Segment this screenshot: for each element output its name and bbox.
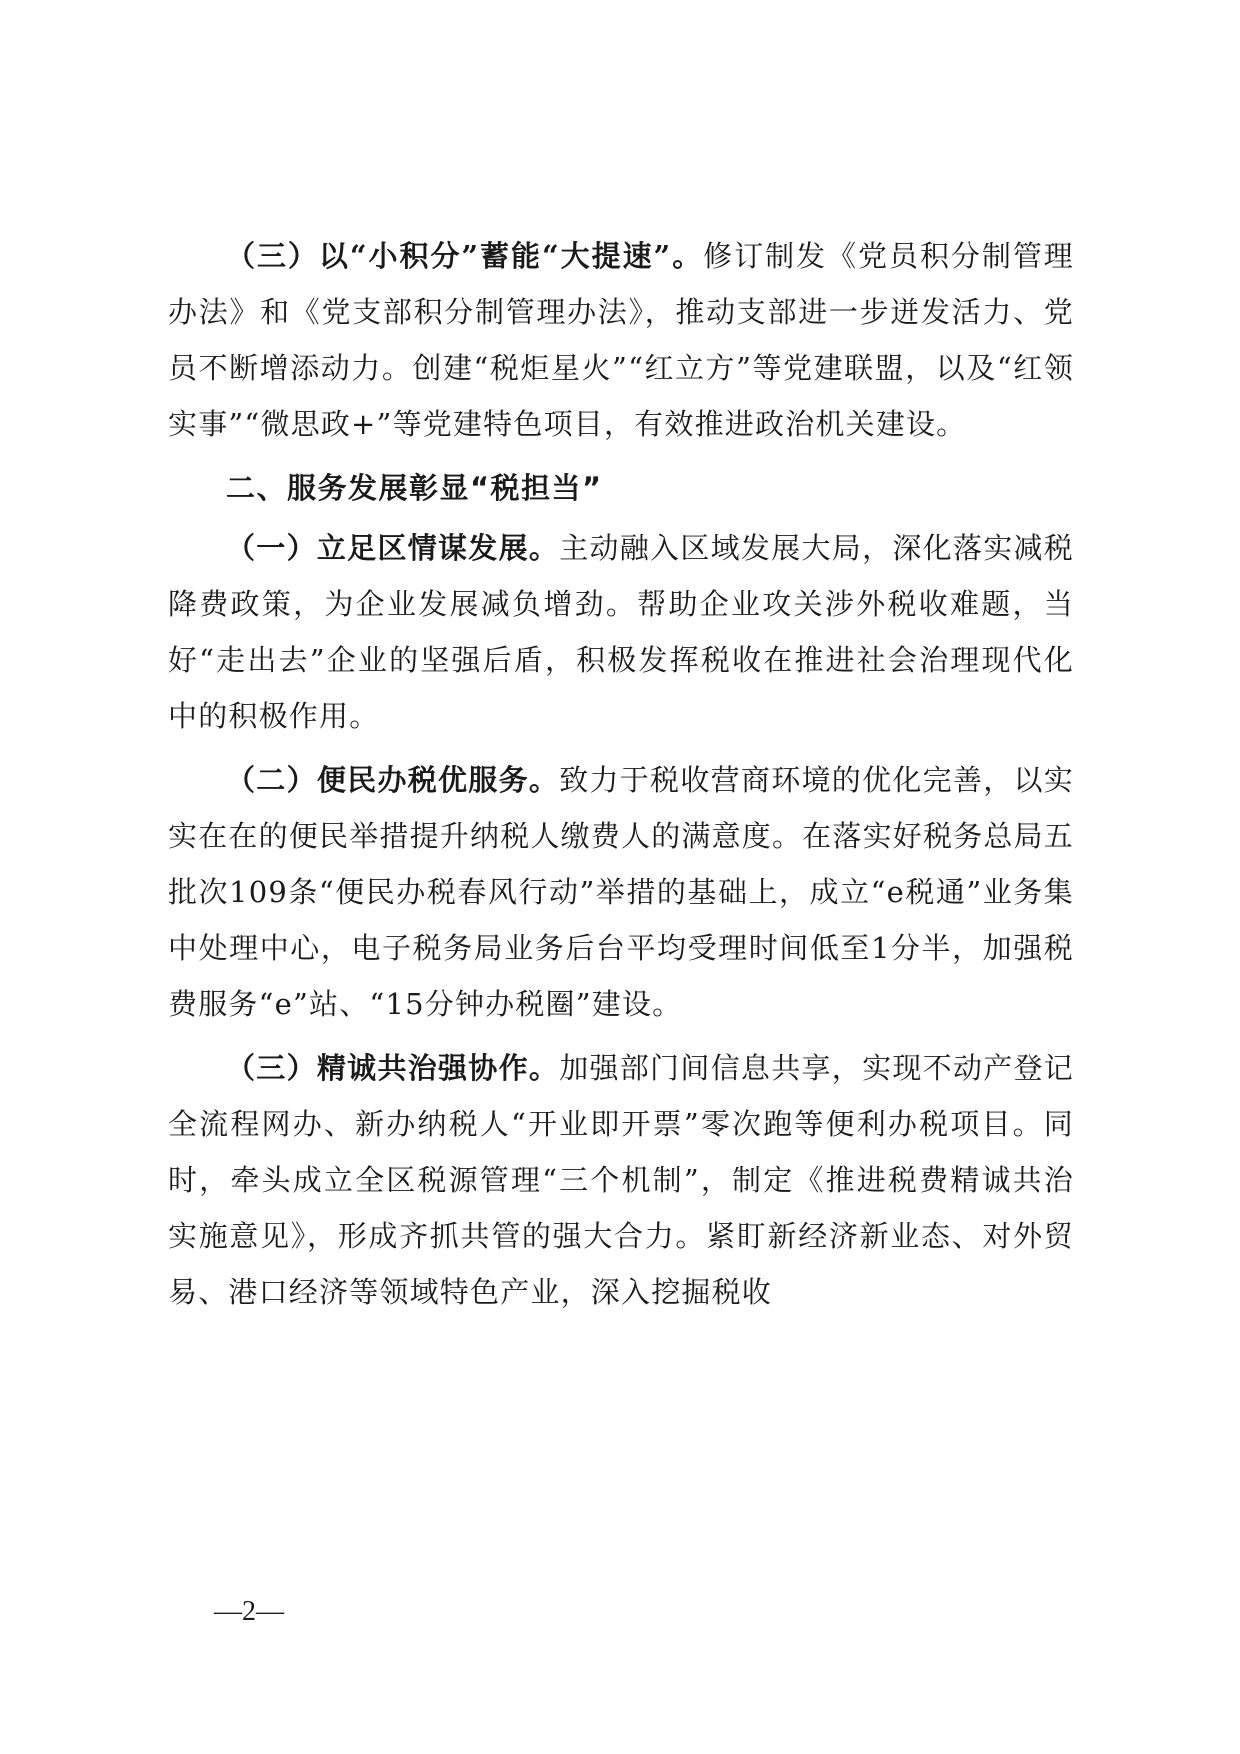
paragraph-regional-development xyxy=(168,520,1074,744)
paragraph-text: 加强部门间信息共享，实现不动产登记全流程网办、新办纳税人“开业即开票”零次跑等便利办税项目。同时，牵头成立全区税源管理“三个机制”，制定《推进税费精诚共治实施意见》，形成齐抓共管的强大合力。紧盯新经济新业态、对外贸易、港口经济等领域特色产业，深入挖掘税收 xyxy=(168,1051,1075,1309)
section-heading: 二、服务发展彰显“税担当” xyxy=(226,471,603,505)
paragraph-convenient-service xyxy=(168,752,1074,1032)
paragraph-lead: （三）精诚共治强协作。 xyxy=(226,1051,560,1085)
paragraph-lead: （一）立足区情谋发展。 xyxy=(226,531,560,565)
paragraph-lead: （二）便民办税优服务。 xyxy=(226,763,560,797)
document-body xyxy=(168,228,1074,1320)
paragraph-lead: （三）以“小积分”蓄能“大提速”。 xyxy=(226,239,704,273)
paragraph-text: 主动融入区域发展大局，深化落实减税降费政策，为企业发展减负增劲。帮助企业攻关涉外税收难题，当好“走出去”企业的坚强后盾，积极发挥税收在推进社会治理现代化中的积极作用。 xyxy=(168,531,1075,733)
paragraph-text: 致力于税收营商环境的优化完善，以实实在在的便民举措提升纳税人缴费人的满意度。在落实好税务总局五批次109条“便民办税春风行动”举措的基础上，成立“e税通”业务集中处理中心，电子税务局业务后台平均受理时间低至1分半，加强税费服务“e”站、“15分钟办税圈”建设。 xyxy=(168,763,1075,1021)
paragraph-cooperation xyxy=(168,1040,1074,1320)
page-number: —2— xyxy=(214,1596,284,1627)
paragraph-text: 修订制发《党员积分制管理办法》和《党支部积分制管理办法》，推动支部进一步迸发活力、党员不断增添动力。创建“税炬星火”“红立方”等党建联盟，以及“红领实事”“微思政+”等党建特色项目，有效推进政治机关建设。 xyxy=(168,239,1075,441)
paragraph-points-system xyxy=(168,228,1074,452)
